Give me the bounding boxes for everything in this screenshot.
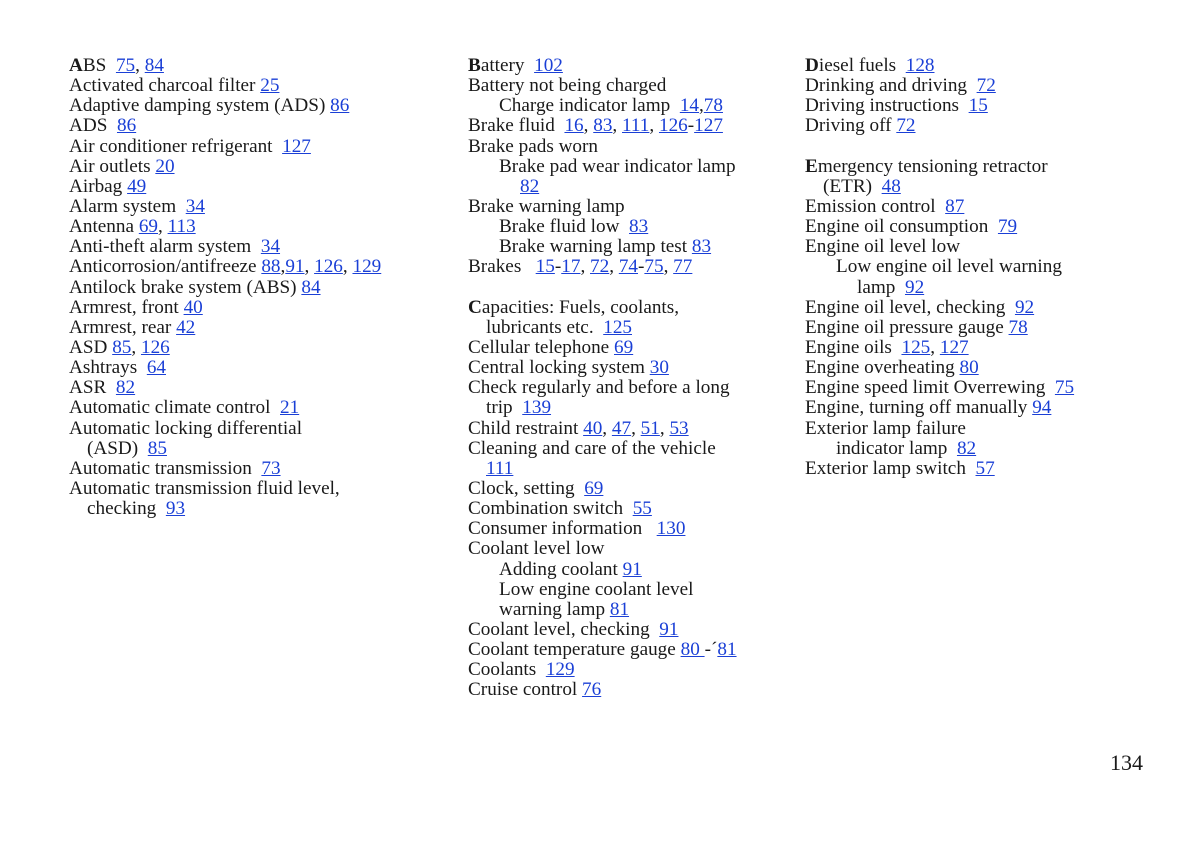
entry-text: Engine speed limit Overrewing (805, 377, 1055, 399)
page-link[interactable]: 129 (545, 659, 575, 681)
index-column-3 (805, 56, 1135, 479)
entry-text: ASR (69, 377, 116, 399)
index-entry (468, 499, 798, 519)
entry-text: Armrest, rear (69, 316, 177, 338)
entry-text: mergency tensioning retractor (817, 155, 1048, 177)
page-link[interactable]: 129 (352, 256, 382, 278)
page-link[interactable]: 83 (593, 115, 613, 137)
page-link[interactable]: 81 (717, 639, 737, 661)
page-link[interactable]: 73 (261, 457, 281, 479)
link-separator: , (631, 417, 641, 439)
page-link[interactable]: 69 (584, 477, 604, 499)
entry-text: Automatic locking differential (69, 417, 303, 439)
index-entry (69, 197, 449, 217)
index-entry (69, 358, 449, 378)
page-link[interactable]: 84 (144, 55, 164, 76)
index-entry (69, 257, 449, 277)
page-link[interactable]: 86 (330, 95, 350, 117)
index-entry (468, 560, 798, 580)
index-entry (69, 298, 449, 318)
index-entry (468, 640, 798, 660)
index-entry (468, 519, 798, 539)
index-entry (468, 600, 798, 620)
entry-text: Combination switch (468, 498, 633, 520)
index-entry (468, 459, 798, 479)
entry-text: Automatic transmission (69, 457, 262, 479)
index-entry (468, 378, 798, 398)
index-entry (468, 358, 798, 378)
page-link[interactable]: 47 (611, 417, 632, 439)
index-entry (805, 358, 1135, 378)
index-entry (805, 76, 1135, 96)
entry-text: Antenna (69, 216, 139, 238)
entry-text: Alarm system (69, 195, 186, 217)
page-link[interactable]: 80 (959, 357, 979, 379)
link-separator: , (342, 256, 353, 278)
index-entry (69, 419, 449, 439)
entry-text: Driving off (805, 115, 897, 137)
index-entry (805, 298, 1135, 318)
link-separator: - (638, 256, 645, 278)
index-entry (69, 96, 449, 116)
entry-text: Antilock brake system (ABS) (69, 276, 302, 298)
index-entry (468, 177, 798, 197)
index-entry (69, 237, 449, 257)
entry-text: BS (82, 55, 116, 76)
page-link[interactable]: 93 (165, 498, 186, 520)
entry-text: Brake warning lamp test (499, 236, 692, 258)
page-link[interactable]: 86 (116, 115, 137, 137)
entry-text: Adding coolant (499, 558, 623, 580)
index-entry (69, 459, 449, 479)
index-entry (69, 318, 449, 338)
index-entry (805, 157, 1135, 177)
index-entry (805, 318, 1135, 338)
index-entry (468, 479, 798, 499)
index-entry (69, 137, 449, 157)
entry-text: Child restraint (468, 417, 584, 439)
entry-text: Automatic transmission fluid level, (69, 477, 340, 499)
page-link[interactable]: 83 (691, 236, 712, 258)
section-initial: B (468, 55, 481, 76)
page-link[interactable]: 69 (614, 336, 634, 358)
entry-text: trip (486, 397, 523, 419)
page-link[interactable]: 76 (582, 679, 602, 701)
entry-text: Low engine oil level warning (836, 256, 1062, 278)
page-number: 134 (1110, 750, 1143, 775)
index-entry (805, 278, 1135, 298)
page-link[interactable]: 78 (1008, 316, 1028, 338)
entry-text: Engine oil consumption (805, 216, 998, 238)
entry-text: Clock, setting (468, 477, 585, 499)
page-link[interactable]: 51 (640, 417, 660, 439)
entry-text: (ETR) (823, 175, 882, 197)
page-link[interactable]: 125 (901, 336, 931, 358)
entry-text: Cellular telephone (468, 336, 614, 358)
index-entry (468, 660, 798, 680)
index-entry (468, 620, 798, 640)
index-entry (468, 439, 798, 459)
page-link[interactable]: 75 (1054, 377, 1075, 399)
index-entry (468, 217, 798, 237)
page-link[interactable]: 125 (603, 316, 632, 338)
index-entry (468, 257, 798, 277)
page-link[interactable]: 92 (1014, 296, 1035, 318)
index-entry (805, 237, 1135, 257)
entry-text: Air conditioner refrigerant (69, 135, 283, 157)
index-entry (468, 298, 798, 318)
entry-text: Brake fluid low (499, 216, 630, 238)
index-entry (69, 116, 449, 136)
page-link[interactable]: 16 (564, 115, 584, 137)
page-link[interactable]: 111 (486, 457, 514, 479)
index-entry (468, 318, 798, 338)
page-link[interactable]: 21 (280, 397, 300, 419)
entry-text: Engine oil pressure gauge (805, 316, 1009, 338)
page-link[interactable]: 81 (609, 598, 630, 620)
page-link[interactable]: 57 (975, 457, 995, 479)
entry-text: Engine oils (805, 336, 902, 358)
section-initial: A (69, 55, 83, 76)
index-entry (69, 157, 449, 177)
index-entry (69, 378, 449, 398)
page-link[interactable]: 85 (147, 437, 167, 459)
entry-text: Coolant level, checking (468, 618, 660, 640)
entry-text: Engine overheating (805, 357, 960, 379)
page-link[interactable]: 94 (1032, 397, 1052, 419)
link-separator: , (659, 417, 670, 439)
entry-text: indicator lamp (836, 437, 957, 459)
entry-text: Engine oil level low (805, 236, 961, 258)
index-entry (468, 116, 798, 136)
index-entry (805, 116, 1135, 136)
entry-text: Airbag (69, 175, 128, 197)
entry-text: lamp (857, 276, 905, 298)
page-link[interactable]: 15 (968, 95, 988, 117)
page-link[interactable]: 87 (945, 195, 965, 217)
link-separator: , (304, 256, 315, 278)
page-link[interactable]: 17 (561, 256, 581, 278)
link-separator: , (602, 417, 612, 439)
page-link[interactable]: 15 (535, 256, 555, 278)
entry-text: Brake warning lamp (468, 195, 625, 217)
page-link[interactable]: 64 (146, 357, 166, 379)
entry-text: Adaptive damping system (ADS) (69, 95, 331, 117)
section-initial: C (468, 296, 482, 318)
spacer (805, 137, 1135, 157)
entry-text: Consumer information (468, 518, 657, 540)
page-link[interactable]: 85 (112, 336, 132, 358)
link-separator: , (663, 256, 674, 278)
page-link[interactable]: 91 (622, 558, 642, 580)
index-entry (468, 237, 798, 257)
index-entry (805, 177, 1135, 197)
entry-text: Central locking system (468, 357, 650, 379)
index-entry (69, 56, 449, 76)
entry-text: ASD (69, 336, 113, 358)
page-link[interactable]: 84 (301, 276, 321, 298)
link-separator: , (612, 115, 623, 137)
entry-text: Brake pad wear indicator lamp (499, 155, 736, 177)
link-separator: , (699, 95, 704, 117)
entry-text: lubricants etc. (486, 316, 604, 338)
index-entry (468, 157, 798, 177)
page-link[interactable]: 92 (904, 276, 925, 298)
entry-text: Coolant level low (468, 538, 605, 560)
page-link[interactable]: 25 (260, 75, 280, 97)
page-link[interactable]: 126 (140, 336, 170, 358)
index-entry (69, 398, 449, 418)
page-link[interactable]: 40 (183, 296, 203, 318)
entry-text: Low engine coolant level (499, 578, 694, 600)
page-link[interactable]: 91 (659, 618, 679, 640)
index-entry (468, 539, 798, 559)
index-entry (805, 338, 1135, 358)
page-link[interactable]: 126 (658, 115, 688, 137)
page-link[interactable]: 128 (905, 55, 935, 76)
entry-text: Cleaning and care of the vehicle (468, 437, 716, 459)
page-link[interactable]: 14 (679, 95, 699, 117)
entry-text: Brakes (468, 256, 536, 278)
entry-text: Exterior lamp switch (805, 457, 976, 479)
page-link[interactable]: 80 (680, 639, 705, 661)
entry-text: Driving instructions (805, 95, 969, 117)
index-entry (468, 56, 798, 76)
index-entry (69, 479, 449, 499)
index-entry (468, 398, 798, 418)
page-link[interactable]: 111 (622, 115, 650, 137)
entry-text: Exterior lamp failure (805, 417, 966, 439)
page-link[interactable]: 130 (656, 518, 686, 540)
page-link[interactable]: 83 (629, 216, 649, 238)
index-entry (468, 96, 798, 116)
page-link[interactable]: 82 (956, 437, 977, 459)
page-link[interactable]: 75 (644, 256, 664, 278)
entry-text: Charge indicator lamp (499, 95, 680, 117)
page-link[interactable]: 78 (703, 95, 723, 117)
index-entry (69, 278, 449, 298)
index-entry (468, 680, 798, 700)
page-link[interactable]: 40 (583, 417, 603, 439)
index-entry (805, 459, 1135, 479)
index-entry (69, 217, 449, 237)
link-separator: , (280, 256, 286, 278)
index-entry (69, 338, 449, 358)
page-link[interactable]: 77 (673, 256, 693, 278)
entry-text: Check regularly and before a long (468, 377, 730, 399)
entry-text: ADS (69, 115, 117, 137)
index-entry (69, 439, 449, 459)
index-column-1 (69, 56, 449, 519)
entry-text: Engine, turning off manually (805, 397, 1033, 419)
link-separator: , (649, 115, 659, 137)
link-separator: , (609, 256, 619, 278)
page-link[interactable]: 91 (285, 256, 305, 278)
index-entry (805, 419, 1135, 439)
entry-text: warning lamp (499, 598, 610, 620)
index-entry (69, 76, 449, 96)
link-separator: , (583, 115, 594, 137)
page-link[interactable]: 55 (632, 498, 652, 520)
entry-text: Emission control (805, 195, 946, 217)
index-entry (805, 56, 1135, 76)
entry-text: Brake pads worn (468, 135, 599, 157)
link-separator: -´ (704, 639, 718, 661)
entry-text: Automatic climate control (69, 397, 280, 419)
index-column-2 (468, 56, 798, 701)
link-separator: , (930, 336, 940, 358)
link-separator: - (554, 256, 562, 278)
page-link[interactable]: 72 (976, 75, 996, 97)
entry-text: Drinking and driving (805, 75, 977, 97)
link-separator: - (687, 115, 695, 137)
entry-text: Ashtrays (69, 357, 147, 379)
index-entry (805, 197, 1135, 217)
entry-text: Engine oil level, checking (805, 296, 1015, 318)
entry-text: Armrest, front (69, 296, 184, 318)
page-link[interactable]: 74 (618, 256, 638, 278)
index-entry (468, 137, 798, 157)
entry-text: attery (480, 55, 535, 76)
page-link[interactable]: 127 (694, 115, 723, 137)
page-link[interactable]: 20 (155, 155, 175, 177)
page-link[interactable]: 34 (260, 236, 281, 258)
page-link[interactable]: 127 (282, 135, 311, 157)
section-initial: E (805, 155, 818, 177)
page-link[interactable]: 48 (881, 175, 901, 197)
page-link[interactable]: 49 (127, 175, 147, 197)
page-link[interactable]: 53 (669, 417, 689, 439)
entry-text: (ASD) (87, 437, 148, 459)
link-separator: , (135, 55, 145, 76)
page-link[interactable]: 30 (649, 357, 669, 379)
page-link[interactable]: 113 (167, 216, 196, 238)
entry-text: checking (87, 498, 166, 520)
index-entry (805, 217, 1135, 237)
link-separator: , (580, 256, 591, 278)
page-link[interactable]: 75 (115, 55, 136, 76)
entry-text: Battery not being charged (468, 75, 667, 97)
index-entry (805, 96, 1135, 116)
page-link[interactable]: 42 (176, 316, 196, 338)
link-separator: , (158, 216, 168, 238)
page-link[interactable]: 69 (138, 216, 158, 238)
page-link[interactable]: 72 (896, 115, 916, 137)
page-link[interactable]: 82 (115, 377, 136, 399)
section-initial: D (805, 55, 819, 76)
page-link[interactable]: 127 (939, 336, 969, 358)
spacer (468, 278, 798, 298)
entry-text: Air outlets (69, 155, 156, 177)
entry-text: Coolants (468, 659, 546, 681)
entry-text: iesel fuels (818, 55, 906, 76)
page-link[interactable]: 72 (590, 256, 610, 278)
page-link[interactable]: 88 (261, 256, 281, 278)
index-entry (468, 580, 798, 600)
page-link[interactable]: 126 (314, 256, 343, 278)
page-link[interactable]: 82 (520, 175, 540, 197)
index-entry (805, 378, 1135, 398)
index-entry (69, 177, 449, 197)
index-entry (69, 499, 449, 519)
page-link[interactable]: 79 (997, 216, 1018, 238)
index-entry (468, 419, 798, 439)
entry-text: Activated charcoal filter (69, 75, 261, 97)
link-separator: , (131, 336, 141, 358)
page-link[interactable]: 139 (522, 397, 552, 419)
index-entry (805, 398, 1135, 418)
index-entry (805, 257, 1135, 277)
entry-text: Anticorrosion/antifreeze (69, 256, 262, 278)
page-link[interactable]: 34 (185, 195, 205, 217)
index-entry (468, 338, 798, 358)
entry-text: apacities: Fuels, coolants, (481, 296, 680, 318)
entry-text: Brake fluid (468, 115, 565, 137)
entry-text: Coolant temperature gauge (468, 639, 681, 661)
index-entry (468, 197, 798, 217)
entry-text: Cruise control (468, 679, 583, 701)
index-entry (805, 439, 1135, 459)
entry-text: Anti-theft alarm system (69, 236, 261, 258)
page-link[interactable]: 102 (534, 55, 563, 76)
index-entry (468, 76, 798, 96)
